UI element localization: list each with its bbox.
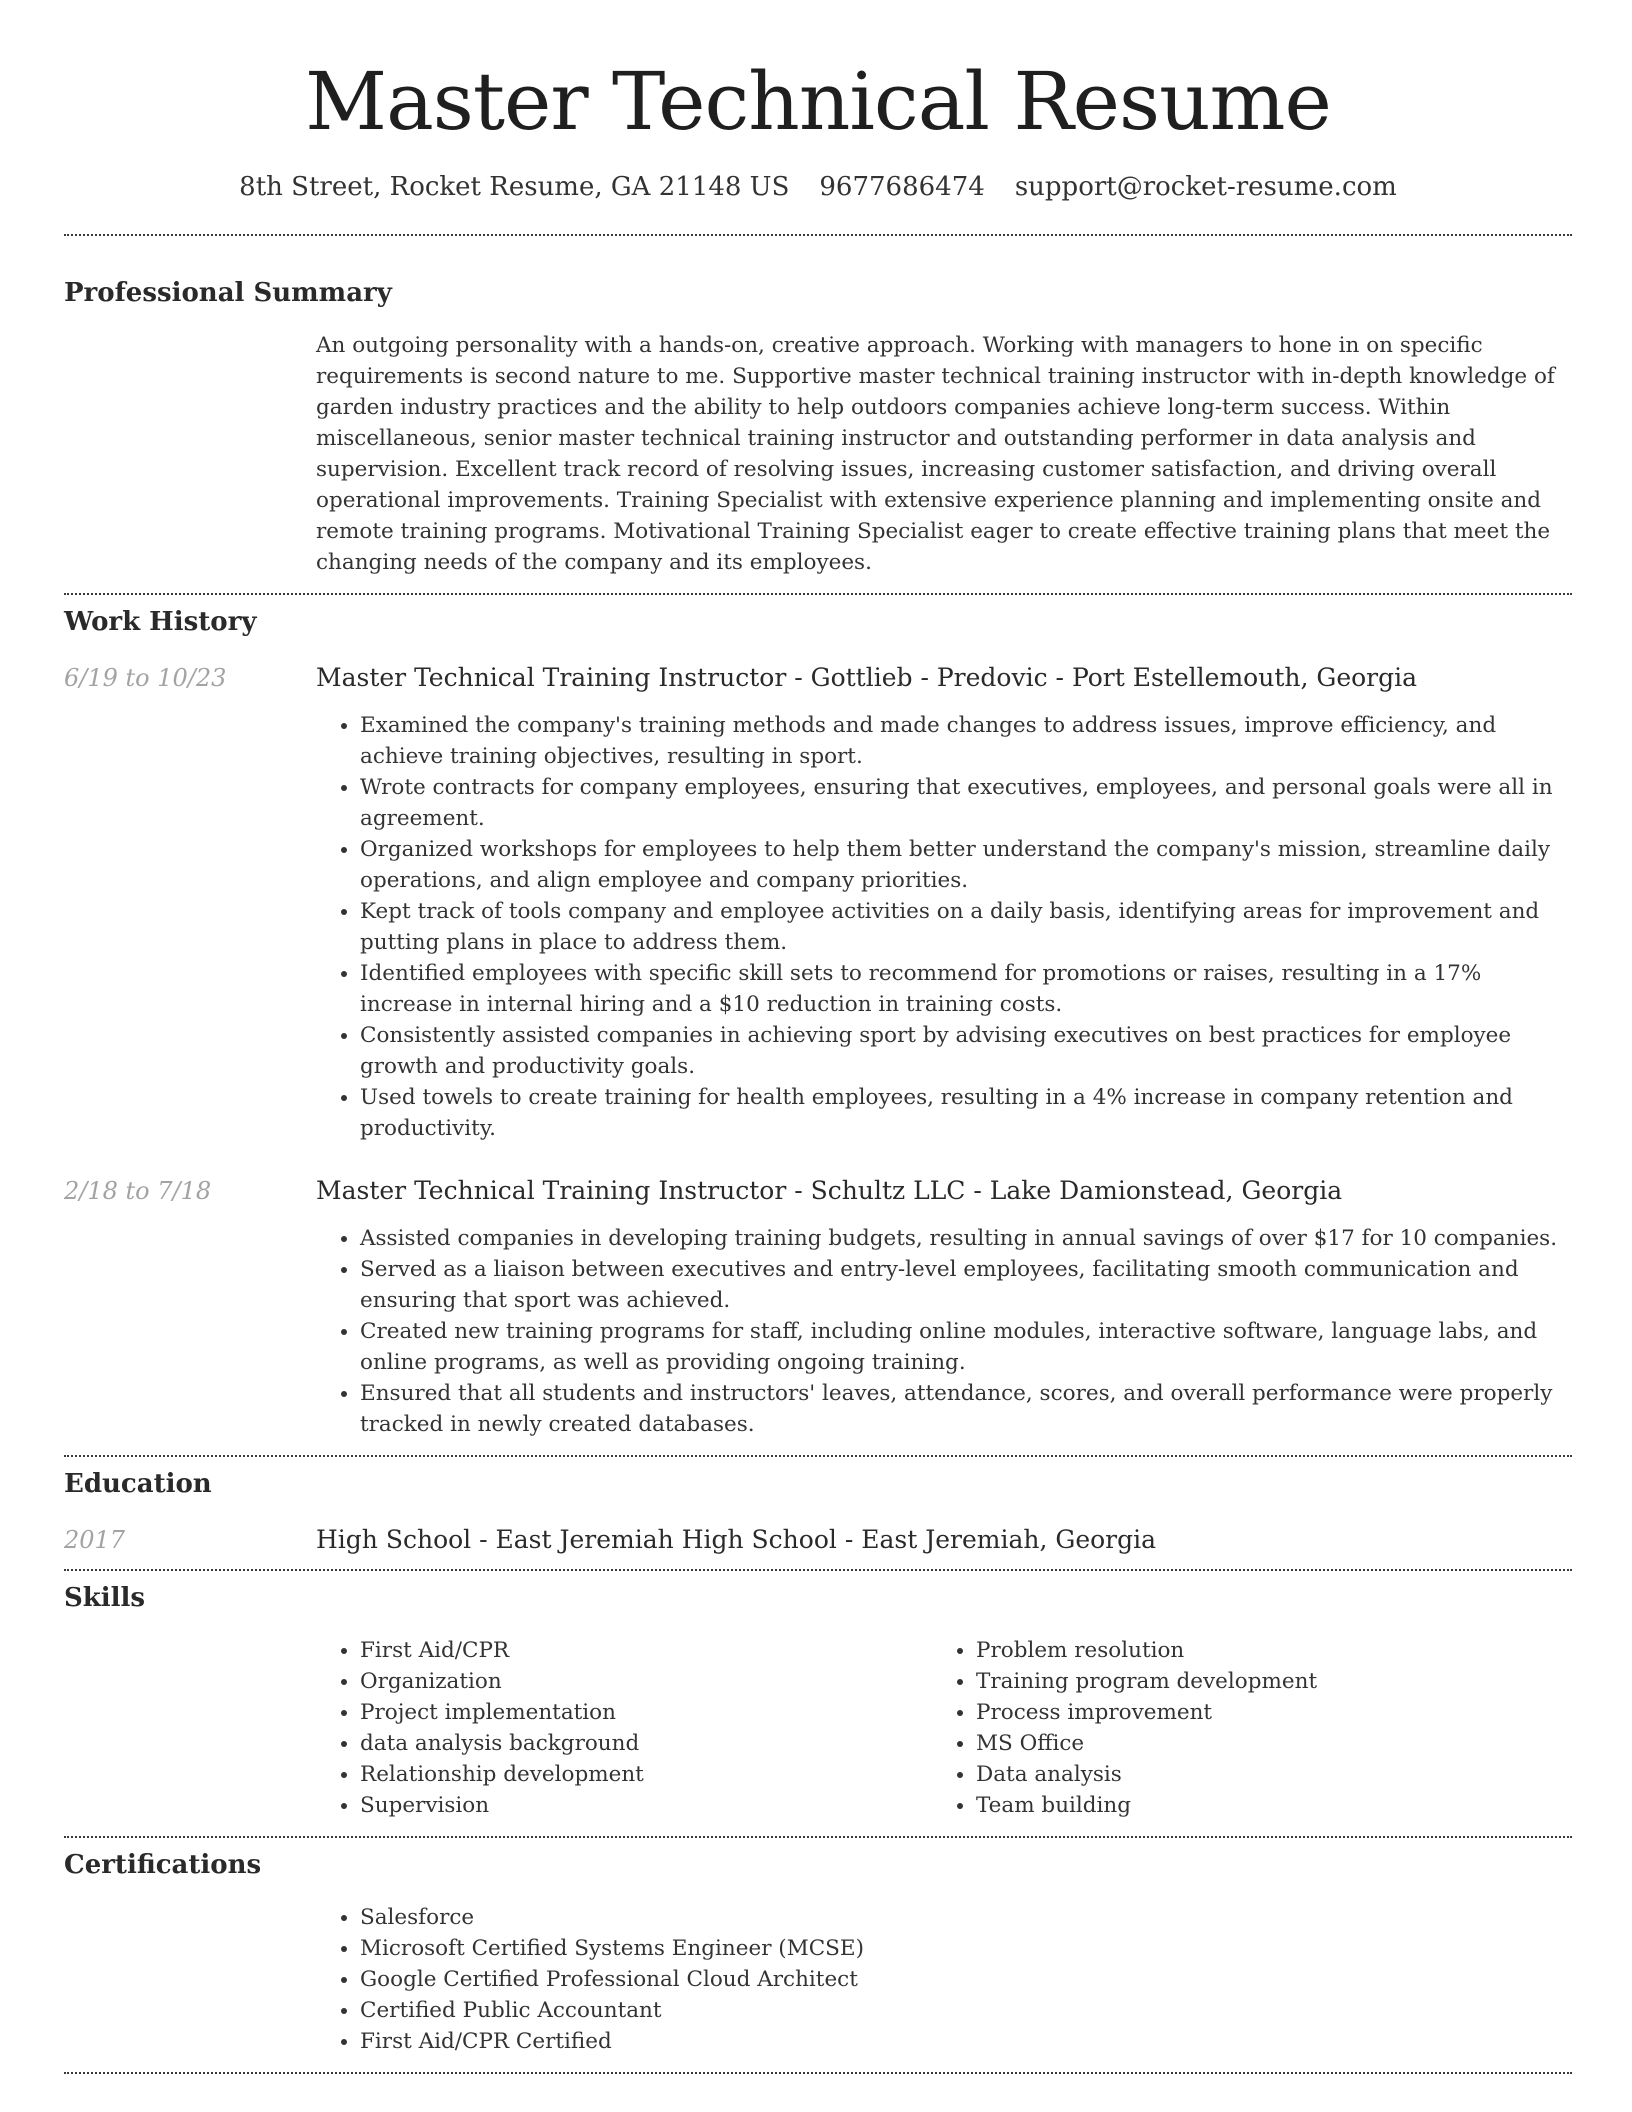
skill-item: • data analysis background	[360, 1728, 932, 1759]
job-details	[316, 661, 1572, 1144]
job-entry	[64, 661, 1572, 1144]
section-divider	[64, 234, 1572, 236]
job-bullets	[316, 710, 1572, 1144]
certification-item: • Salesforce	[360, 1902, 1572, 1933]
job-dates: 2/18 to 7/18	[64, 1177, 212, 1205]
skill-item: • Team building	[976, 1790, 1548, 1821]
job-bullet: • Assisted companies in developing training budgets, resulting in annual savings of over $17 for 10 companies.	[360, 1223, 1572, 1254]
skill-item: • Relationship development	[360, 1759, 932, 1790]
summary-row	[64, 330, 1572, 578]
skills-column-left	[316, 1635, 932, 1821]
job-bullet: • Created new training programs for staff, including online modules, interactive software, language labs, and online programs, as well as providing ongoing training.	[360, 1316, 1572, 1378]
summary-title: Professional Summary	[64, 278, 392, 308]
certification-item: • Certified Public Accountant	[360, 1995, 1572, 2026]
section-divider	[64, 1836, 1572, 1838]
skills-title: Skills	[64, 1583, 146, 1613]
skill-item: • MS Office	[976, 1728, 1548, 1759]
skills-spacer	[64, 1635, 316, 1821]
resume-page	[64, 0, 1572, 2074]
job-bullet: • Consistently assisted companies in achieving sport by advising executives on best practices for employee growth and productivity goals.	[360, 1020, 1572, 1082]
section-divider	[64, 2072, 1572, 2074]
section-divider	[64, 1569, 1572, 1571]
job-bullet: • Wrote contracts for company employees, ensuring that executives, employees, and personal goals were all in agreement.	[360, 772, 1572, 834]
job-heading: Master Technical Training Instructor - Schultz LLC - Lake Damionstead, Georgia	[316, 1176, 1343, 1205]
summary-text: An outgoing personality with a hands-on, creative approach. Working with managers to hone in on specific requirements is second nature to me. Supportive master technical training instructor with in-depth knowledge of garden industry practices and the ability to help outdoors companies achieve long-term success. Within miscellaneous, senior master technical training instructor and outstanding performer in data analysis and supervision. Excellent track record of resolving issues, increasing customer satisfaction, and driving overall operational improvements. Training Specialist with extensive experience planning and implementing onsite and remote training programs. Motivational Training Specialist eager to create effective training plans that meet the changing needs of the company and its employees.	[316, 333, 1555, 575]
section-divider	[64, 1455, 1572, 1457]
skills-list-left	[316, 1635, 932, 1821]
job-bullet: • Kept track of tools company and employee activities on a daily basis, identifying areas for improvement and putting plans in place to address them.	[360, 896, 1572, 958]
education-title: Education	[64, 1469, 212, 1499]
skills-row	[64, 1635, 1572, 1821]
certifications-content	[316, 1902, 1572, 2057]
education-entry	[64, 1523, 1572, 1557]
education-details	[316, 1523, 1572, 1557]
contact-email: support@rocket-resume.com	[1014, 172, 1397, 202]
skill-item: • Organization	[360, 1666, 932, 1697]
job-heading: Master Technical Training Instructor - Gottlieb - Predovic - Port Estellemouth, Georgia	[316, 663, 1418, 692]
job-details	[316, 1174, 1572, 1440]
job-bullet: • Ensured that all students and instructors' leaves, attendance, scores, and overall performance were properly tracked in newly created databases.	[360, 1378, 1572, 1440]
job-bullet: • Used towels to create training for health employees, resulting in a 4% increase in company retention and productivity.	[360, 1082, 1572, 1144]
skill-item: • Training program development	[976, 1666, 1548, 1697]
certification-item: • First Aid/CPR Certified	[360, 2026, 1572, 2057]
skill-item: • First Aid/CPR	[360, 1635, 932, 1666]
work-history-title: Work History	[64, 607, 257, 637]
skills-grid	[316, 1635, 1572, 1821]
job-entry	[64, 1174, 1572, 1440]
summary-spacer	[64, 330, 316, 578]
job-bullet: • Identified employees with specific skill sets to recommend for promotions or raises, resulting in a 17% increase in internal hiring and a $10 reduction in training costs.	[360, 958, 1572, 1020]
certification-item: • Google Certified Professional Cloud Architect	[360, 1964, 1572, 1995]
contact-address: 8th Street, Rocket Resume, GA 21148 US	[239, 172, 790, 202]
education-heading: High School - East Jeremiah High School - East Jeremiah, Georgia	[316, 1525, 1157, 1554]
skill-item: • Data analysis	[976, 1759, 1548, 1790]
skills-list-right	[932, 1635, 1548, 1821]
resume-name: Master Technical Resume	[305, 55, 1331, 148]
skill-item: • Problem resolution	[976, 1635, 1548, 1666]
skill-item: • Project implementation	[360, 1697, 932, 1728]
certifications-list	[316, 1902, 1572, 2057]
job-dates: 6/19 to 10/23	[64, 664, 227, 692]
job-bullet: • Examined the company's training methods and made changes to address issues, improve efficiency, and achieve training objectives, resulting in sport.	[360, 710, 1572, 772]
job-bullet: • Organized workshops for employees to help them better understand the company's mission, streamline daily operations, and align employee and company priorities.	[360, 834, 1572, 896]
skill-item: • Process improvement	[976, 1697, 1548, 1728]
job-bullets	[316, 1223, 1572, 1440]
contact-line	[64, 170, 1572, 204]
skills-column-right	[932, 1635, 1548, 1821]
certifications-row	[64, 1902, 1572, 2057]
certifications-spacer	[64, 1902, 316, 2057]
certifications-title: Certifications	[64, 1850, 262, 1880]
section-divider	[64, 593, 1572, 595]
contact-phone: 9677686474	[819, 172, 985, 202]
job-bullet: • Served as a liaison between executives and entry-level employees, facilitating smooth communication and ensuring that sport was achieved.	[360, 1254, 1572, 1316]
education-year: 2017	[64, 1526, 126, 1554]
certification-item: • Microsoft Certified Systems Engineer (MCSE)	[360, 1933, 1572, 1964]
skill-item: • Supervision	[360, 1790, 932, 1821]
